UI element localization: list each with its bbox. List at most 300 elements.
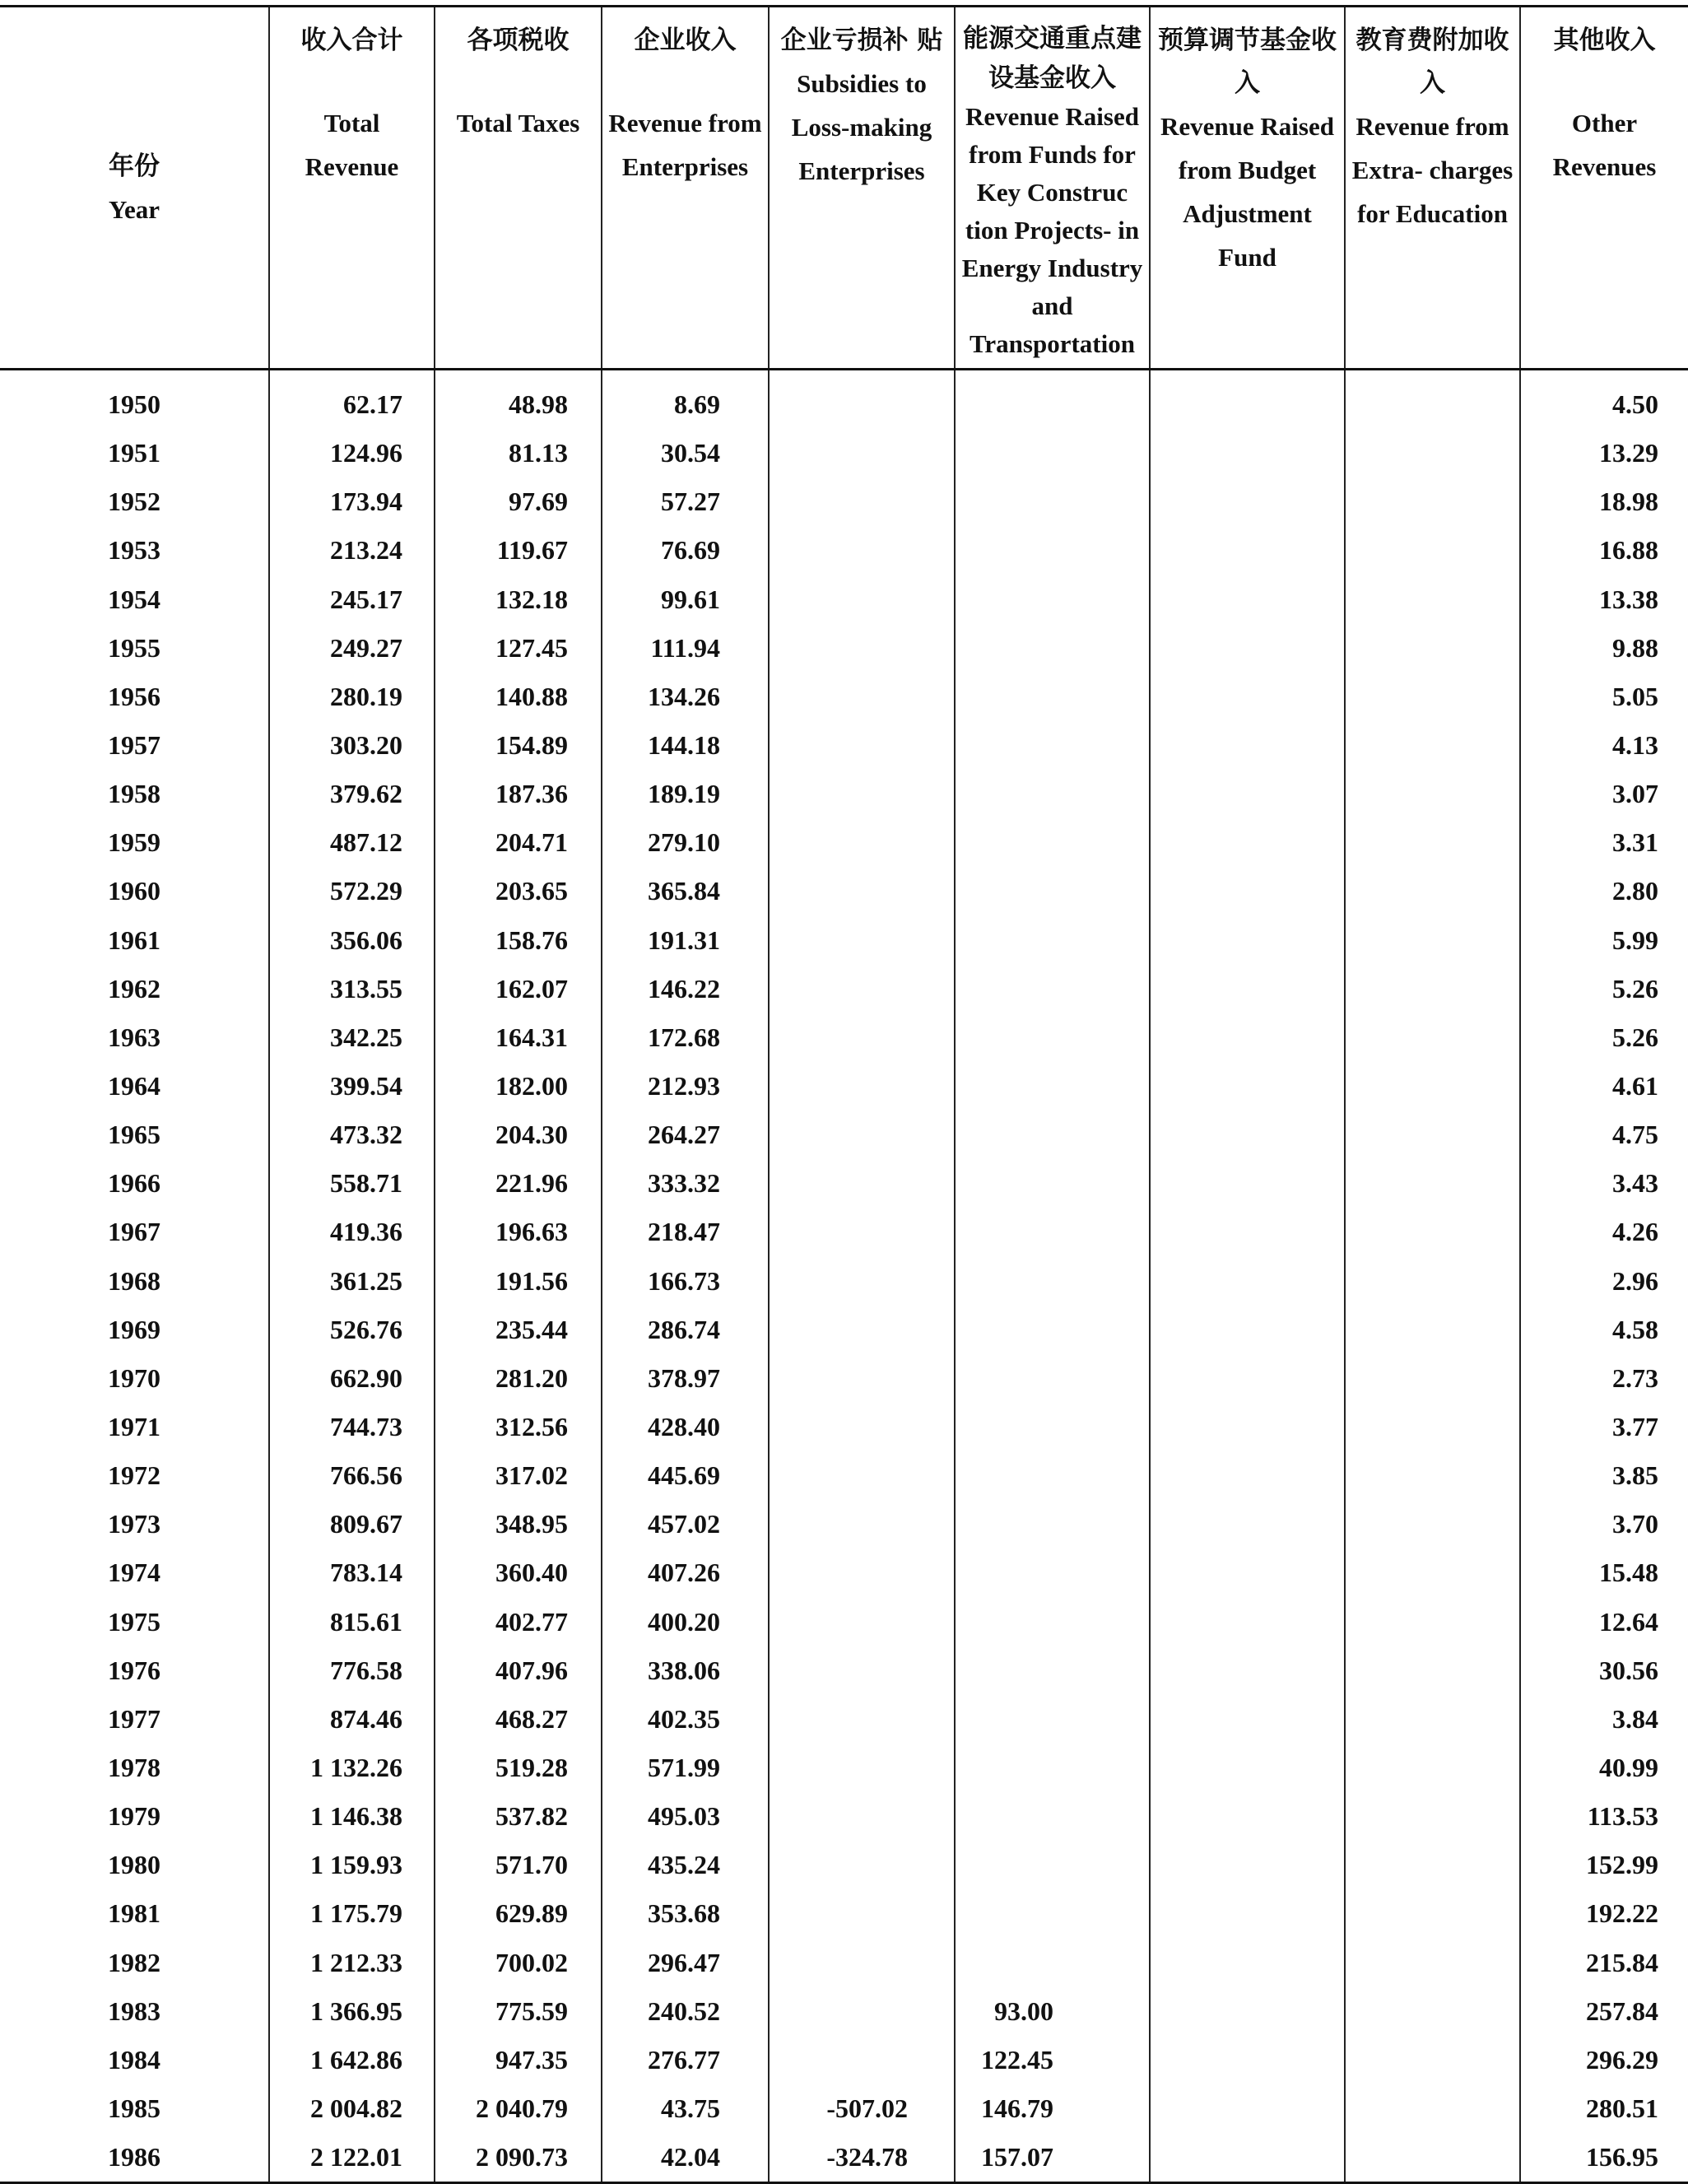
cell-energy-fund (955, 1500, 1150, 1548)
cell-education-charges (1345, 721, 1520, 770)
cell-total-taxes: 402.77 (435, 1598, 602, 1646)
cell-subsidies (769, 370, 955, 430)
cell-subsidies (769, 1646, 955, 1695)
cell-subsidies (769, 673, 955, 721)
cell-other-revenues: 4.58 (1520, 1306, 1688, 1354)
cell-subsidies (769, 965, 955, 1013)
cell-energy-fund (955, 1841, 1150, 1889)
cell-enterprise-revenue: 495.03 (602, 1792, 769, 1841)
cell-total-revenue: 342.25 (269, 1013, 435, 1062)
header-total-taxes-zh: 各项税收 (467, 26, 570, 55)
cell-total-revenue: 1 642.86 (269, 2036, 435, 2084)
cell-total-taxes: 164.31 (435, 1013, 602, 1062)
cell-year: 1955 (108, 632, 160, 663)
table-row (0, 1939, 1688, 1987)
cell-subsidies (769, 624, 955, 673)
cell-year: 1976 (108, 1655, 160, 1685)
cell-other-revenues: 13.29 (1520, 429, 1688, 477)
cell-subsidies (769, 477, 955, 526)
header-subsidies-en: Subsidies to Loss-making Enterprises (791, 69, 932, 185)
cell-subsidies (769, 1598, 955, 1646)
cell-education-charges (1345, 2036, 1520, 2084)
cell-energy-fund (955, 916, 1150, 965)
cell-energy-fund: 157.07 (955, 2133, 1150, 2183)
cell-energy-fund (955, 1451, 1150, 1500)
cell-other-revenues: 156.95 (1520, 2133, 1688, 2183)
table-row (0, 575, 1688, 624)
cell-total-taxes: 97.69 (435, 477, 602, 526)
cell-subsidies (769, 867, 955, 915)
cell-total-taxes: 204.30 (435, 1111, 602, 1159)
cell-year: 1977 (108, 1703, 160, 1734)
cell-other-revenues: 4.61 (1520, 1062, 1688, 1111)
table-row (0, 2133, 1688, 2183)
cell-enterprise-revenue: 400.20 (602, 1598, 769, 1646)
cell-energy-fund (955, 477, 1150, 526)
header-enterprise-revenue (602, 7, 769, 370)
cell-total-revenue: 1 159.93 (269, 1841, 435, 1889)
cell-enterprise-revenue: 457.02 (602, 1500, 769, 1548)
table-row (0, 1111, 1688, 1159)
header-other-revenues-zh: 其他收入 (1553, 26, 1656, 55)
cell-education-charges (1345, 1792, 1520, 1841)
header-energy-fund (955, 7, 1150, 370)
cell-enterprise-revenue: 166.73 (602, 1257, 769, 1306)
cell-total-taxes: 2 040.79 (435, 2084, 602, 2133)
cell-other-revenues: 13.38 (1520, 575, 1688, 624)
table-row (0, 624, 1688, 673)
table-row (0, 1159, 1688, 1208)
cell-enterprise-revenue: 402.35 (602, 1695, 769, 1744)
cell-other-revenues: 2.96 (1520, 1257, 1688, 1306)
table-row (0, 1889, 1688, 1938)
cell-education-charges (1345, 1548, 1520, 1597)
cell-enterprise-revenue: 264.27 (602, 1111, 769, 1159)
cell-energy-fund (955, 1257, 1150, 1306)
cell-budget-fund (1150, 1744, 1345, 1792)
cell-subsidies (769, 575, 955, 624)
cell-other-revenues: 152.99 (1520, 1841, 1688, 1889)
cell-other-revenues: 3.31 (1520, 818, 1688, 867)
cell-other-revenues: 3.07 (1520, 770, 1688, 818)
cell-budget-fund (1150, 1451, 1345, 1500)
cell-total-revenue: 1 366.95 (269, 1987, 435, 2036)
cell-education-charges (1345, 1013, 1520, 1062)
cell-education-charges (1345, 1987, 1520, 2036)
table-row (0, 370, 1688, 430)
cell-year: 1966 (108, 1168, 160, 1199)
cell-total-revenue: 280.19 (269, 673, 435, 721)
cell-other-revenues: 2.73 (1520, 1354, 1688, 1403)
table-row (0, 1646, 1688, 1695)
header-enterprise-revenue-en: Revenue from Enterprises (608, 109, 762, 181)
cell-total-taxes: 947.35 (435, 2036, 602, 2084)
table-row (0, 1354, 1688, 1403)
cell-energy-fund (955, 1013, 1150, 1062)
cell-year: 1962 (108, 973, 160, 1004)
cell-enterprise-revenue: 365.84 (602, 867, 769, 915)
cell-total-revenue: 809.67 (269, 1500, 435, 1548)
cell-total-taxes: 775.59 (435, 1987, 602, 2036)
cell-total-revenue: 124.96 (269, 429, 435, 477)
cell-budget-fund (1150, 1257, 1345, 1306)
cell-total-revenue: 776.58 (269, 1646, 435, 1695)
cell-other-revenues: 3.84 (1520, 1695, 1688, 1744)
cell-energy-fund (955, 1354, 1150, 1403)
cell-enterprise-revenue: 191.31 (602, 916, 769, 965)
header-subsidies (769, 7, 955, 370)
cell-year: 1974 (108, 1558, 160, 1588)
table-row (0, 1792, 1688, 1841)
cell-energy-fund (955, 624, 1150, 673)
cell-education-charges (1345, 2133, 1520, 2183)
cell-other-revenues: 30.56 (1520, 1646, 1688, 1695)
cell-subsidies (769, 721, 955, 770)
cell-education-charges (1345, 1598, 1520, 1646)
cell-subsidies (769, 1257, 955, 1306)
cell-other-revenues: 5.05 (1520, 673, 1688, 721)
cell-enterprise-revenue: 43.75 (602, 2084, 769, 2133)
cell-energy-fund (955, 1159, 1150, 1208)
cell-education-charges (1345, 1306, 1520, 1354)
cell-energy-fund (955, 1111, 1150, 1159)
cell-energy-fund (955, 818, 1150, 867)
cell-education-charges (1345, 1451, 1520, 1500)
cell-enterprise-revenue: 296.47 (602, 1939, 769, 1987)
cell-other-revenues: 215.84 (1520, 1939, 1688, 1987)
cell-total-revenue: 1 212.33 (269, 1939, 435, 1987)
cell-education-charges (1345, 1111, 1520, 1159)
cell-other-revenues: 3.70 (1520, 1500, 1688, 1548)
cell-budget-fund (1150, 1062, 1345, 1111)
header-budget-fund-zh: 预算调节基金收入 (1158, 26, 1337, 98)
cell-subsidies (769, 770, 955, 818)
cell-year: 1968 (108, 1265, 160, 1296)
cell-subsidies (769, 1889, 955, 1938)
cell-total-taxes: 407.96 (435, 1646, 602, 1695)
header-budget-fund-en: Revenue Raised from Budget Adjustment Fund (1160, 112, 1334, 272)
header-year-zh: 年份 (109, 151, 160, 181)
cell-other-revenues: 192.22 (1520, 1889, 1688, 1938)
cell-other-revenues: 280.51 (1520, 2084, 1688, 2133)
cell-energy-fund (955, 575, 1150, 624)
table-row (0, 477, 1688, 526)
table-row (0, 1062, 1688, 1111)
cell-enterprise-revenue: 111.94 (602, 624, 769, 673)
cell-other-revenues: 3.43 (1520, 1159, 1688, 1208)
cell-total-revenue: 572.29 (269, 867, 435, 915)
cell-year: 1970 (108, 1362, 160, 1393)
cell-subsidies (769, 916, 955, 965)
cell-education-charges (1345, 477, 1520, 526)
cell-budget-fund (1150, 1646, 1345, 1695)
cell-subsidies (769, 1062, 955, 1111)
cell-total-taxes: 235.44 (435, 1306, 602, 1354)
cell-other-revenues: 3.77 (1520, 1403, 1688, 1451)
cell-energy-fund (955, 1548, 1150, 1597)
cell-education-charges (1345, 673, 1520, 721)
cell-year: 1961 (108, 924, 160, 955)
table-row (0, 1451, 1688, 1500)
cell-education-charges (1345, 965, 1520, 1013)
cell-subsidies (769, 1403, 955, 1451)
cell-budget-fund (1150, 1841, 1345, 1889)
cell-total-taxes: 700.02 (435, 1939, 602, 1987)
cell-enterprise-revenue: 445.69 (602, 1451, 769, 1500)
cell-subsidies: -507.02 (769, 2084, 955, 2133)
cell-budget-fund (1150, 2133, 1345, 2183)
cell-total-revenue: 662.90 (269, 1354, 435, 1403)
cell-education-charges (1345, 1744, 1520, 1792)
cell-subsidies (769, 1159, 955, 1208)
cell-budget-fund (1150, 1695, 1345, 1744)
cell-budget-fund (1150, 2036, 1345, 2084)
cell-total-taxes: 571.70 (435, 1841, 602, 1889)
cell-education-charges (1345, 624, 1520, 673)
cell-year: 1967 (108, 1217, 160, 1247)
cell-enterprise-revenue: 571.99 (602, 1744, 769, 1792)
cell-year: 1951 (108, 438, 160, 468)
table-row (0, 1208, 1688, 1256)
cell-education-charges (1345, 1889, 1520, 1938)
cell-year: 1954 (108, 584, 160, 614)
table-row (0, 429, 1688, 477)
cell-year: 1956 (108, 681, 160, 711)
cell-total-revenue: 487.12 (269, 818, 435, 867)
cell-budget-fund (1150, 1598, 1345, 1646)
cell-total-revenue: 2 004.82 (269, 2084, 435, 2133)
cell-energy-fund (955, 1889, 1150, 1938)
cell-year: 1973 (108, 1509, 160, 1539)
cell-education-charges (1345, 1646, 1520, 1695)
cell-budget-fund (1150, 477, 1345, 526)
cell-subsidies (769, 1451, 955, 1500)
cell-education-charges (1345, 1159, 1520, 1208)
cell-other-revenues: 16.88 (1520, 526, 1688, 575)
header-total-revenue (269, 7, 435, 370)
cell-total-taxes: 162.07 (435, 965, 602, 1013)
cell-subsidies (769, 1208, 955, 1256)
cell-budget-fund (1150, 526, 1345, 575)
cell-subsidies (769, 1548, 955, 1597)
cell-enterprise-revenue: 378.97 (602, 1354, 769, 1403)
cell-subsidies (769, 1792, 955, 1841)
cell-enterprise-revenue: 30.54 (602, 429, 769, 477)
cell-year: 1981 (108, 1898, 160, 1929)
cell-year: 1986 (0, 2133, 269, 2183)
cell-other-revenues: 12.64 (1520, 1598, 1688, 1646)
cell-education-charges (1345, 1062, 1520, 1111)
cell-total-revenue: 526.76 (269, 1306, 435, 1354)
table-row (0, 721, 1688, 770)
cell-year: 1980 (108, 1850, 160, 1880)
cell-energy-fund (955, 965, 1150, 1013)
cell-energy-fund (955, 867, 1150, 915)
cell-year: 1983 (108, 1995, 160, 2026)
cell-education-charges (1345, 1841, 1520, 1889)
cell-subsidies (769, 429, 955, 477)
table-row (0, 867, 1688, 915)
cell-education-charges (1345, 1500, 1520, 1548)
cell-energy-fund (955, 1744, 1150, 1792)
cell-total-revenue: 874.46 (269, 1695, 435, 1744)
cell-year: 1975 (108, 1606, 160, 1637)
cell-subsidies: -324.78 (769, 2133, 955, 2183)
cell-subsidies (769, 1744, 955, 1792)
cell-total-revenue: 2 122.01 (269, 2133, 435, 2183)
cell-education-charges (1345, 370, 1520, 430)
cell-energy-fund (955, 1939, 1150, 1987)
cell-total-taxes: 196.63 (435, 1208, 602, 1256)
cell-total-revenue: 245.17 (269, 575, 435, 624)
cell-total-revenue: 744.73 (269, 1403, 435, 1451)
cell-total-revenue: 313.55 (269, 965, 435, 1013)
cell-enterprise-revenue: 57.27 (602, 477, 769, 526)
cell-subsidies (769, 1354, 955, 1403)
cell-other-revenues: 9.88 (1520, 624, 1688, 673)
cell-energy-fund (955, 1306, 1150, 1354)
table-row (0, 818, 1688, 867)
cell-total-taxes: 81.13 (435, 429, 602, 477)
cell-subsidies (769, 1306, 955, 1354)
table-row (0, 916, 1688, 965)
cell-year: 1972 (108, 1460, 160, 1491)
cell-enterprise-revenue: 286.74 (602, 1306, 769, 1354)
cell-total-taxes: 132.18 (435, 575, 602, 624)
cell-year: 1978 (108, 1753, 160, 1782)
cell-budget-fund (1150, 673, 1345, 721)
cell-year: 1982 (108, 1947, 160, 1977)
cell-total-revenue: 815.61 (269, 1598, 435, 1646)
cell-energy-fund: 146.79 (955, 2084, 1150, 2133)
cell-budget-fund (1150, 1013, 1345, 1062)
cell-enterprise-revenue: 353.68 (602, 1889, 769, 1938)
cell-total-taxes: 221.96 (435, 1159, 602, 1208)
cell-year: 1984 (108, 2044, 160, 2075)
cell-year: 1957 (108, 730, 160, 761)
table-row (0, 1306, 1688, 1354)
header-subsidies-zh: 企业亏损补 贴 (780, 26, 943, 55)
cell-total-taxes: 182.00 (435, 1062, 602, 1111)
cell-enterprise-revenue: 276.77 (602, 2036, 769, 2084)
cell-budget-fund (1150, 1208, 1345, 1256)
cell-enterprise-revenue: 172.68 (602, 1013, 769, 1062)
cell-enterprise-revenue: 333.32 (602, 1159, 769, 1208)
cell-energy-fund (955, 721, 1150, 770)
cell-education-charges (1345, 818, 1520, 867)
cell-energy-fund (955, 770, 1150, 818)
cell-total-taxes: 187.36 (435, 770, 602, 818)
cell-enterprise-revenue: 212.93 (602, 1062, 769, 1111)
cell-subsidies (769, 1987, 955, 2036)
cell-education-charges (1345, 867, 1520, 915)
cell-budget-fund (1150, 770, 1345, 818)
cell-budget-fund (1150, 1354, 1345, 1403)
cell-total-taxes: 140.88 (435, 673, 602, 721)
cell-other-revenues: 18.98 (1520, 477, 1688, 526)
header-education-charges-en: Revenue from Extra- charges for Education (1351, 112, 1514, 228)
cell-subsidies (769, 1695, 955, 1744)
cell-enterprise-revenue: 146.22 (602, 965, 769, 1013)
cell-budget-fund (1150, 1111, 1345, 1159)
table-row (0, 770, 1688, 818)
cell-budget-fund (1150, 1939, 1345, 1987)
cell-subsidies (769, 526, 955, 575)
header-total-taxes (435, 7, 602, 370)
cell-total-taxes: 154.89 (435, 721, 602, 770)
cell-energy-fund (955, 1792, 1150, 1841)
cell-other-revenues: 296.29 (1520, 2036, 1688, 2084)
cell-total-taxes: 203.65 (435, 867, 602, 915)
cell-total-taxes: 191.56 (435, 1257, 602, 1306)
cell-budget-fund (1150, 1500, 1345, 1548)
cell-education-charges (1345, 1354, 1520, 1403)
cell-other-revenues: 2.80 (1520, 867, 1688, 915)
table-row (0, 1403, 1688, 1451)
cell-subsidies (769, 1500, 955, 1548)
cell-enterprise-revenue: 218.47 (602, 1208, 769, 1256)
cell-total-taxes: 519.28 (435, 1744, 602, 1792)
cell-budget-fund (1150, 1306, 1345, 1354)
cell-budget-fund (1150, 370, 1345, 430)
cell-energy-fund (955, 673, 1150, 721)
cell-total-revenue: 558.71 (269, 1159, 435, 1208)
header-other-revenues (1520, 7, 1688, 370)
header-total-revenue-en: Total Revenue (305, 109, 399, 181)
cell-energy-fund: 93.00 (955, 1987, 1150, 2036)
header-other-revenues-en: Other Revenues (1552, 109, 1657, 181)
cell-year: 1950 (108, 389, 160, 420)
cell-total-revenue: 361.25 (269, 1257, 435, 1306)
cell-education-charges (1345, 916, 1520, 965)
cell-total-revenue: 379.62 (269, 770, 435, 818)
cell-total-revenue: 1 175.79 (269, 1889, 435, 1938)
cell-year: 1964 (108, 1071, 160, 1101)
cell-education-charges (1345, 1695, 1520, 1744)
cell-total-revenue: 173.94 (269, 477, 435, 526)
cell-total-revenue: 399.54 (269, 1062, 435, 1111)
cell-other-revenues: 4.26 (1520, 1208, 1688, 1256)
table-row (0, 1695, 1688, 1744)
cell-energy-fund (955, 1062, 1150, 1111)
cell-budget-fund (1150, 1548, 1345, 1597)
cell-subsidies (769, 1013, 955, 1062)
cell-total-taxes: 629.89 (435, 1889, 602, 1938)
cell-energy-fund (955, 1403, 1150, 1451)
cell-year: 1985 (108, 2093, 160, 2123)
cell-budget-fund (1150, 1792, 1345, 1841)
cell-budget-fund (1150, 965, 1345, 1013)
cell-total-revenue: 766.56 (269, 1451, 435, 1500)
cell-year: 1963 (108, 1022, 160, 1052)
cell-budget-fund (1150, 867, 1345, 915)
cell-total-taxes: 537.82 (435, 1792, 602, 1841)
header-energy-fund-en: Revenue Raised from Funds for Key Construc tion Projects- in Energy Industry and Transportation (961, 102, 1143, 358)
cell-education-charges (1345, 575, 1520, 624)
cell-total-revenue: 213.24 (269, 526, 435, 575)
cell-total-revenue: 419.36 (269, 1208, 435, 1256)
cell-enterprise-revenue: 435.24 (602, 1841, 769, 1889)
cell-enterprise-revenue: 8.69 (602, 370, 769, 430)
cell-total-taxes: 2 090.73 (435, 2133, 602, 2183)
cell-total-taxes: 360.40 (435, 1548, 602, 1597)
cell-total-revenue: 783.14 (269, 1548, 435, 1597)
cell-enterprise-revenue: 338.06 (602, 1646, 769, 1695)
cell-total-revenue: 249.27 (269, 624, 435, 673)
cell-energy-fund (955, 370, 1150, 430)
header-total-taxes-en: Total Taxes (456, 109, 580, 137)
cell-total-taxes: 119.67 (435, 526, 602, 575)
